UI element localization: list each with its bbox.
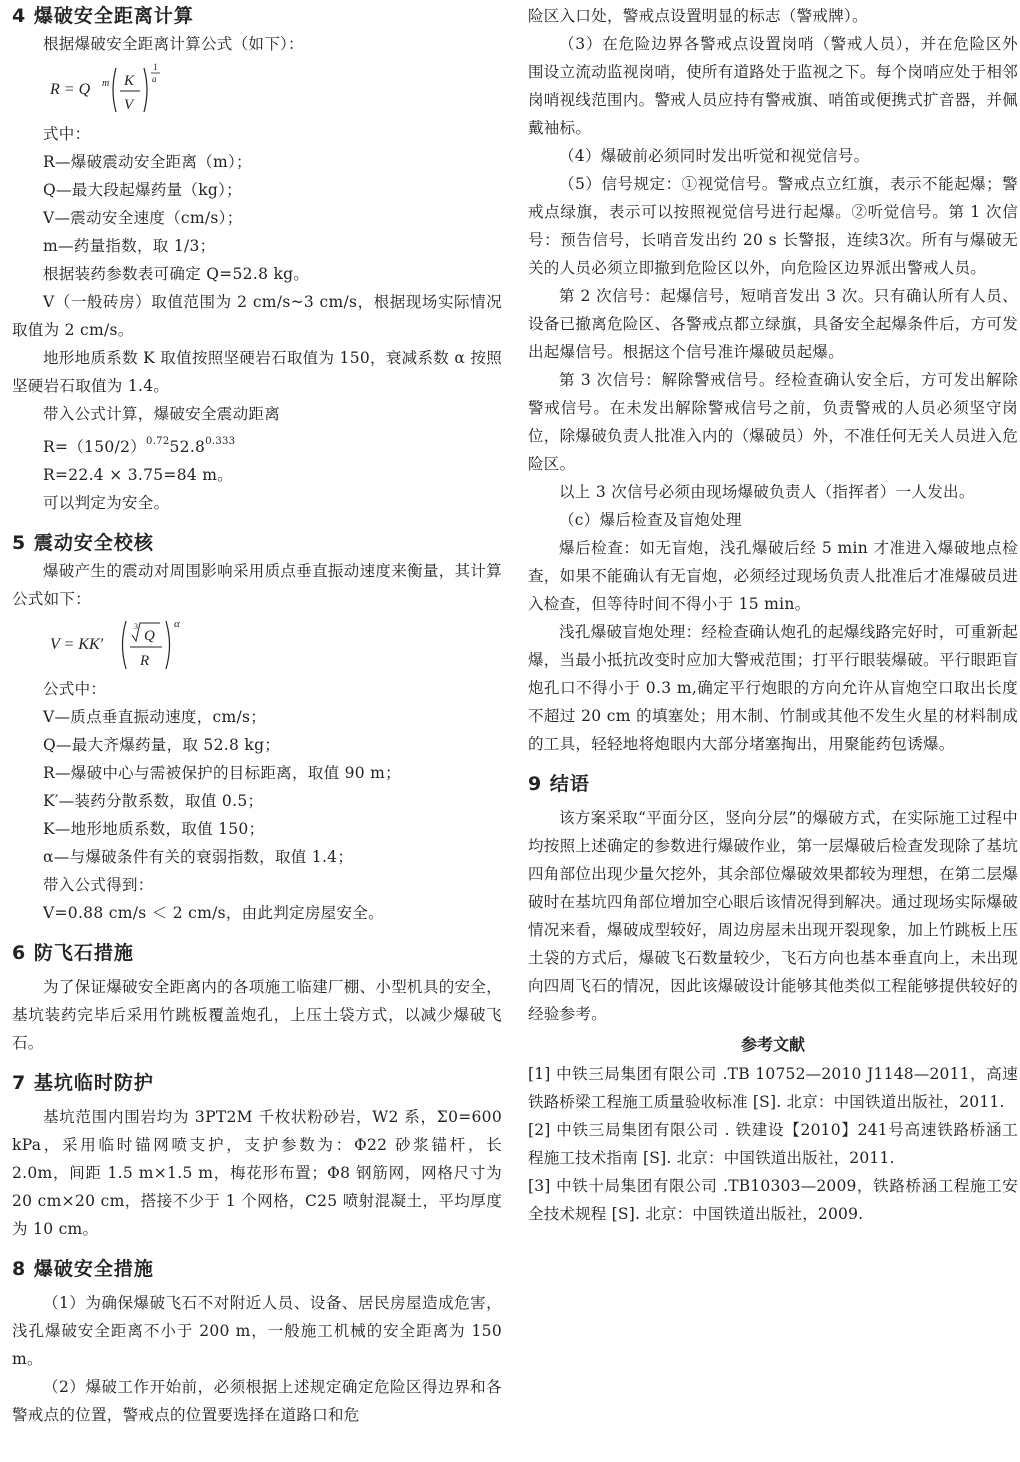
s5-formula-lhs: V = KK′: [50, 636, 104, 653]
s5-def-1: V—质点垂直振动速度，cm/s；: [43, 708, 267, 726]
s5-formula-den: R: [140, 653, 150, 669]
s4-formula-m: m: [102, 78, 110, 89]
s4-def-5: 根据装药参数表可确定 Q=52.8 kg。: [43, 265, 310, 283]
s5-formula: [48, 613, 502, 675]
s4-def-3: V—震动安全速度（cm/s）；: [43, 209, 243, 227]
s4-calc-1-main: R=（150/2）: [43, 438, 147, 456]
right-para-0: 险区入口处，警戒点设置明显的标志（警戒牌）。: [528, 7, 868, 25]
s4-calc-1-sup1: 0.72: [146, 436, 170, 447]
s5-def-6: α—与爆破条件有关的衰弱指数，取值 1.4；: [43, 848, 354, 866]
right-para-6: 以上 3 次信号必须由现场爆破负责人（指挥者）一人发出。: [559, 483, 975, 501]
reference-3: [3] 中铁十局集团有限公司 .TB10303—2009，铁路桥涵工程施工安全技术规程 [S]. 北京：中国铁道出版社，2009.: [528, 1177, 1018, 1223]
s4-def-8: 带入公式计算，爆破安全震动距离: [43, 405, 281, 423]
s4-def-7: 地形地质系数 K 取值按照坚硬岩石取值为 150，衰减系数 α 按照坚硬岩石取值为 1.4。: [12, 349, 502, 395]
s5-def-3: R—爆破中心与需被保护的目标距离，取值 90 m；: [43, 764, 401, 782]
s4-formula-frac-den: V: [124, 97, 134, 113]
s4-conclusion: 可以判定为安全。: [43, 494, 170, 512]
right-para-1: （3）在危险边界各警戒点设置岗哨（警戒人员），并在危险区外围设立流动监视岗哨，使所有道路处于监视之下。每个岗哨应处于相邻岗哨视线范围内。警戒人员应持有警戒旗、哨笛或便携式扩音器，并佩戴袖标。: [528, 35, 1018, 137]
section-7-heading: 7 基坑临时防护: [12, 1072, 154, 1094]
section-5-heading: 5 震动安全校核: [12, 532, 154, 554]
right-para-3: （5）信号规定：①视觉信号。警戒点立红旗，表示不能起爆；警戒点绿旗，表示可以按照视觉信号进行起爆。②听觉信号。第 1 次信号：预告信号，长哨音发出约 20 s 长警报，连续3次。所有与爆破无关的人员必须立即撤到危险区以外，向危险区边界派出警戒人员。: [528, 175, 1018, 277]
s4-formula: [48, 58, 502, 120]
s4-where: 式中：: [43, 125, 91, 143]
s6-para-1: 为了保证爆破安全距离内的各项施工临建厂棚、小型机具的安全，基坑装药完毕后采用竹跳板覆盖炮孔，上压土袋方式，以减少爆破飞石。: [12, 978, 502, 1052]
s4-calc-2: R=22.4 × 3.75=84 m。: [43, 466, 234, 484]
reference-1: [1] 中铁三局集团有限公司 .TB 10752—2010 J1148—2011，高速铁路桥梁工程施工质量验收标准 [S]. 北京：中国铁道出版社，2011.: [528, 1065, 1018, 1111]
s5-def-7: 带入公式得到：: [43, 876, 154, 894]
s5-where: 公式中：: [43, 680, 107, 698]
right-para-7: （c）爆后检查及盲炮处理: [559, 511, 742, 529]
s4-calc-1-mid: 52.8: [169, 438, 206, 456]
section-4-heading: 4 爆破安全距离计算: [12, 5, 194, 27]
right-column: [528, 0, 1018, 1228]
s5-def-5: K—地形地质系数，取值 150；: [43, 820, 265, 838]
section-9-heading: 9 结语: [528, 773, 590, 795]
reference-2: [2] 中铁三局集团有限公司 . 铁建设【2010】241号高速铁路桥涵工程施工技术指南 [S]. 北京：中国铁道出版社，2011.: [528, 1121, 1018, 1167]
s8-para-2: （2）爆破工作开始前，必须根据上述规定确定危险区得边界和各警戒点的位置，警戒点的位置要选择在道路口和危: [12, 1378, 502, 1424]
s4-intro: 根据爆破安全距离计算公式（如下）：: [43, 35, 304, 53]
s5-formula-num: Q: [144, 628, 155, 644]
s4-def-1: R—爆破震动安全距离（m）；: [43, 153, 252, 171]
s5-formula-svg: [48, 613, 228, 675]
s5-para-1: 爆破产生的震动对周围影响采用质点垂直振动速度来衡量，其计算公式如下：: [12, 562, 502, 608]
s5-def-8: V=0.88 cm/s ＜ 2 cm/s，由此判定房屋安全。: [43, 904, 384, 922]
s7-para-1: 基坑范围内围岩均为 3PT2M 千枚状粉砂岩，W2 系，Σ0=600 kPa，采用临时锚网喷支护，支护参数为：Φ22 砂浆锚杆，长 2.0m，间距 1.5 m×1.5 m，梅花形布置；Φ8 钢筋网，网格尺寸为 20 cm×20 cm，搭接不少于 1 个网格，C25 喷射混凝土，平均厚度为 10 cm。: [12, 1108, 502, 1238]
s4-def-6: V（一般砖房）取值范围为 2 cm/s~3 cm/s，根据现场实际情况取值为 2 cm/s。: [12, 293, 502, 339]
section-8-heading: 8 爆破安全措施: [12, 1258, 154, 1280]
s4-formula-frac-num: K: [124, 73, 135, 89]
s4-formula-exp-den: a: [152, 74, 157, 84]
right-para-8: 爆后检查：如无盲炮，浅孔爆破后经 5 min 才准进入爆破地点检查，如果不能确认有无盲炮，必须经过现场负责人批准后才准爆破员进入检查，但等待时间不得小于 15 min。: [528, 539, 1018, 613]
s4-formula-lhs: R = Q: [50, 81, 91, 98]
s5-def-2: Q—最大齐爆药量，取 52.8 kg；: [43, 736, 281, 754]
right-para-4: 第 2 次信号：起爆信号，短哨音发出 3 次。只有确认所有人员、设备已撤离危险区、各警戒点都立绿旗，具备安全起爆条件后，方可发出起爆信号。根据这个信号准许爆破员起爆。: [528, 287, 1018, 361]
right-para-2: （4）爆破前必须同时发出听觉和视觉信号。: [559, 147, 870, 165]
s4-formula-svg: [48, 58, 208, 120]
s4-calc-1: [12, 428, 502, 461]
s4-def-2: Q—最大段起爆药量（kg）；: [43, 181, 242, 199]
section-6-heading: 6 防飞石措施: [12, 942, 134, 964]
references-title: 参考文献: [740, 1035, 805, 1054]
s9-para-1: 该方案采取“平面分区，竖向分层”的爆破方式，在实际施工过程中均按照上述确定的参数进行爆破作业，第一层爆破后检查发现除了基坑四角部位出现少量欠挖外，其余部位爆破效果都较为理想，在第二层爆破时在基坑四角部位增加空心眼后该情况得到解决。通过现场实际爆破情况来看，爆破成型较好，周边房屋未出现开裂现象，加上竹跳板上压土袋的方式后，爆破飞石数量较少，飞石方向也基本垂直向上，未出现向四周飞石的情况，因此该爆破设计能够其他类似工程能够提供较好的经验参考。: [528, 809, 1018, 1023]
s4-calc-1-sup2: 0.333: [205, 436, 236, 447]
s4-def-4: m—药量指数，取 1/3；: [43, 237, 216, 255]
s5-def-4: K′—装药分散系数，取值 0.5；: [43, 792, 264, 810]
right-para-9: 浅孔爆破盲炮处理：经检查确认炮孔的起爆线路完好时，可重新起爆，当最小抵抗改变时应加大警戒范围；打平行眼装爆破。平行眼距盲炮孔口不得小于 0.3 m,确定平行炮眼的方向允许从盲炮空口取出长度不超过 20 cm 的填塞处；用木制、竹制或其他不发生火星的材料制成的工具，轻轻地将炮眼内大部分堵塞掏出，用聚能药包诱爆。: [528, 623, 1018, 753]
right-para-5: 第 3 次信号：解除警戒信号。经检查确认安全后，方可发出解除警戒信号。在未发出解除警戒信号之前，负责警戒的人员必须坚守岗位，除爆破负责人批准入内的（爆破员）外，不准任何无关人员进入危险区。: [528, 371, 1018, 473]
s4-formula-exp-num: 1: [153, 62, 158, 72]
left-column: [12, 0, 502, 1429]
s8-para-1: （1）为确保爆破飞石不对附近人员、设备、居民房屋造成危害，浅孔爆破安全距离不小于 200 m，一般施工机械的安全距离为 150 m。: [12, 1294, 502, 1368]
s5-formula-exp: α: [174, 618, 180, 630]
s5-formula-root-index: 3: [134, 622, 138, 631]
